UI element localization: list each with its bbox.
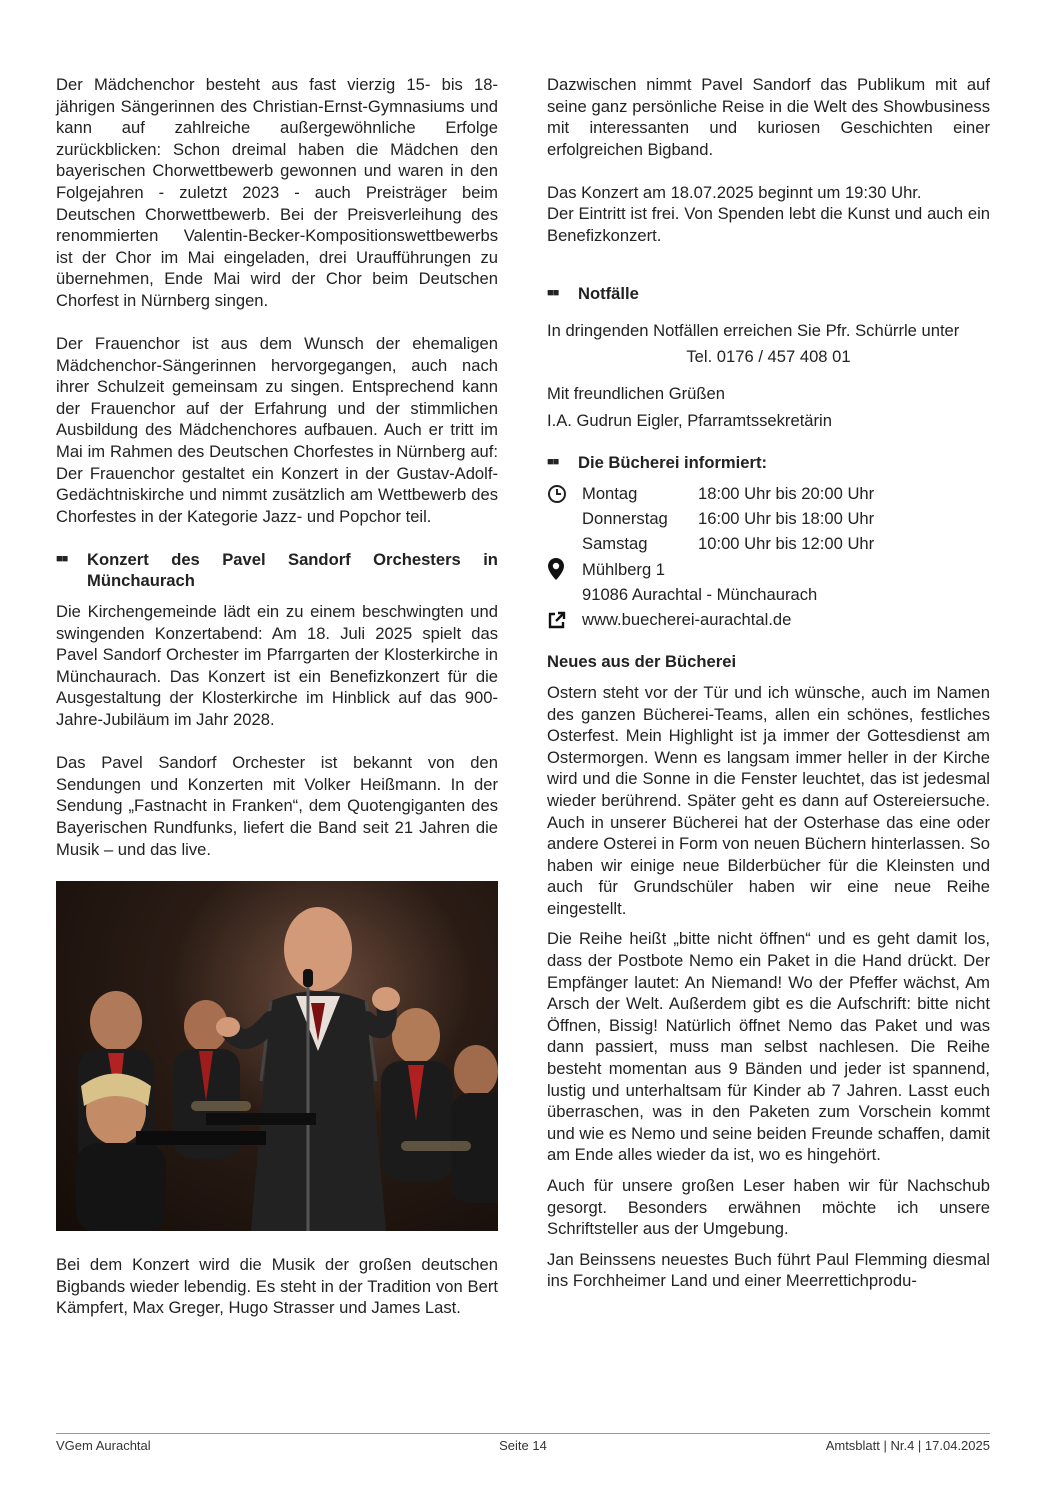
hours-day: Montag [582, 484, 638, 504]
concert-photo [56, 881, 498, 1231]
hours-time: 16:00 Uhr bis 18:00 Uhr [698, 509, 875, 529]
notfaelle-heading [547, 283, 990, 305]
left-column [56, 74, 498, 1319]
news-paragraph-4: Jan Beinssens neuestes Buch führt Paul Flemming diesmal ins Forchheimer Land und einer Meerrettichprodu- [547, 1249, 990, 1291]
orchester-paragraph: Das Pavel Sandorf Orchester ist bekannt von den Sendungen und Konzerten mit Volker Heißmann. In der Sendung „Fastnacht in Franken“, dem Quotengiganten des Bayerischen Rundfunks, liefert die Band seit 21 Jahren die Musik – und das live. [56, 753, 498, 859]
buecherei-title: Die Bücherei informiert: [578, 452, 768, 472]
page-number: Seite 14 [499, 1438, 547, 1453]
frauenchor-paragraph: Der Frauenchor ist aus dem Wunsch der ehemaligen Mädchenchor-Sängerinnen hervorgegangen, auch nach ihrer Schulzeit gemeinsam zu singen. Entsprechend kann der Frauenchor auf der Erfahrung und der stimmlichen Ausbildung des Mädchenchores aufbauen. Auch er tritt im Mai im Rahmen des Deutschen Chorfestes in Nürnberg auf: Der Frauenchor gestaltet ein Konzert in der Gustav-Adolf-Gedächtniskirche und nimmt zusätzlich am Wettbewerb des Chorfestes in der Kategorie Jazz- und Popchor teil. [56, 334, 498, 526]
konzert-heading-word: Sandorf [288, 549, 351, 569]
address-street: Mühlberg 1 [582, 559, 666, 579]
hours-time: 18:00 Uhr bis 20:00 Uhr [698, 484, 875, 504]
konzert-heading-word: Pavel [222, 549, 266, 569]
signature: I.A. Gudrun Eigler, Pfarramtssekretärin [547, 411, 832, 431]
section-bullet-icon: ■■ [56, 552, 68, 565]
konzert-heading-word: Orchesters [373, 549, 461, 569]
buecherei-heading [547, 452, 990, 474]
footer-left: VGem Aurachtal [56, 1438, 151, 1453]
maedchenchor-paragraph: Der Mädchenchor besteht aus fast vierzig 15- bis 18-jährigen Sängerinnen des Christian-Ernst-Gymnasiums und kann auf zahlreiche außergewöhnliche Erfolge zurückblicken: Schon dreimal haben die Mädchen den bayerischen Chorwettbewerb gewonnen und waren in den Folgejahren - zuletzt 2023 - auch Preisträger beim Deutschen Chorwettbewerb. Bei der Preisverleihung des renommierten Valentin-Becker-Kompositionswettbewerbs ist der Chor im Mai eingeladen, drei Uraufführungen zu übernehmen, Ende Mai wird der Chor beim Deutschen Chorfest in Nürnberg singen. [56, 75, 498, 310]
notfaelle-text: In dringenden Notfällen erreichen Sie Pfr. Schürrle unter [547, 321, 960, 341]
notfaelle-tel: Tel. 0176 / 457 408 01 [686, 346, 851, 366]
address-row [547, 582, 990, 607]
website-link[interactable]: www.buecherei-aurachtal.de [582, 609, 792, 629]
konzert-heading-word: in [483, 549, 498, 569]
konzert-heading-word: Konzert [87, 549, 149, 569]
footer-right: Amtsblatt | Nr.4 | 17.04.2025 [825, 1438, 990, 1453]
address-row [547, 557, 990, 582]
hours-time: 10:00 Uhr bis 12:00 Uhr [698, 534, 875, 554]
konzert-heading-word: des [171, 549, 200, 569]
address-city: 91086 Aurachtal - Münchaurach [582, 584, 818, 604]
eintritt-paragraph: Der Eintritt ist frei. Von Spenden lebt die Kunst und auch ein Benefizkonzert. [547, 204, 990, 246]
konzert-time-line: Das Konzert am 18.07.2025 beginnt um 19:30 Uhr. [547, 182, 922, 202]
clock-icon [547, 484, 582, 504]
greeting: Mit freundlichen Grüßen [547, 384, 726, 404]
notfaelle-title: Notfälle [578, 283, 639, 303]
news-paragraph-3: Auch für unsere großen Leser haben wir für Nachschub gesorgt. Besonders erwähnen möchte ich unsere Schriftsteller aus der Umgebung. [547, 1176, 990, 1239]
right-column [547, 74, 990, 1292]
hours-row [547, 532, 990, 557]
showbusiness-paragraph: Dazwischen nimmt Pavel Sandorf das Publikum mit auf seine ganz persönliche Reise in die Welt des Showbusiness mit interessanten und kuriosen Geschichten einer erfolgreichen Bigband. [547, 75, 990, 159]
hours-row [547, 506, 990, 531]
hours-day: Donnerstag [582, 509, 668, 529]
section-bullet-icon: ■■ [547, 455, 559, 468]
map-pin-icon [547, 558, 582, 580]
hours-day: Samstag [582, 534, 648, 554]
hours-row [547, 481, 990, 506]
concert-photo-illustration [56, 881, 498, 1231]
opening-hours [547, 481, 990, 632]
page-footer [56, 1433, 990, 1453]
news-heading: Neues aus der Bücherei [547, 652, 737, 672]
website-row [547, 607, 990, 632]
konzert-heading [56, 549, 498, 592]
konzert-intro-paragraph: Die Kirchengemeinde lädt ein zu einem beschwingten und swingenden Konzertabend: Am 18. Juli 2025 spielt das Pavel Sandorf Orchester im Pfarrgarten der Klosterkirche in Münchaurach. Das Konzert ist ein Benefizkonzert für die Ausgestaltung der Klosterkirche im Hinblick auf das 900-Jahre-Jubiläum im Jahr 2028. [56, 602, 498, 730]
news-paragraph-1: Ostern steht vor der Tür und ich wünsche, auch im Namen des ganzen Bücherei-Teams, allen ein schönes, festliches Osterfest. Mein Highlight ist ja immer der Gottesdienst am Ostermorgen. Wenn es langsam immer heller in der Kirche wird und die Sonne in die Fenster leuchtet, das ist jedesmal wieder berührend. Später geht es dann auf Ostereiersuche. Auch in unserer Bücherei hat der Osterhase das eine oder andere Osterei in Form von neuen Büchern hinterlassen. So haben wir einige neue Bilderbücher für die Kleinsten und auch für Grundschüler haben wir eine neue Reihe eingestellt. [547, 682, 990, 918]
news-paragraph-2: Die Reihe heißt „bitte nicht öffnen“ und es geht damit los, dass der Postbote Nemo ein Paket in die Hand drückt. Der Empfänger lautet: An Niemand! Wo der Pfeffer wächst, Am Arsch der Welt. Außerdem gibt es die Aufschrift: bitte nicht Öffnen, Bissig! Natürlich öffnet Nemo das Paket und was dann passiert, muss man selbst nachlesen. Die Reihe besteht momentan aus 9 Bänden und jeder ist spannend, lustig und unterhaltsam für Kinder ab 7 Jahren. Lasst euch überraschen, was in den Paketen zum Vorschein kommt und wie es Nemo und seine beiden Freunde schaffen, damit am Ende alles wieder da ist, wo es hingehört. [547, 929, 990, 1165]
konzert-heading-line2: Münchaurach [87, 571, 195, 591]
section-bullet-icon: ■■ [547, 286, 559, 299]
external-link-icon [547, 610, 582, 630]
bigband-paragraph: Bei dem Konzert wird die Musik der großen deutschen Bigbands wieder lebendig. Es steht in der Tradition von Bert Kämpfert, Max Greger, Hugo Strasser und James Last. [56, 1255, 498, 1318]
